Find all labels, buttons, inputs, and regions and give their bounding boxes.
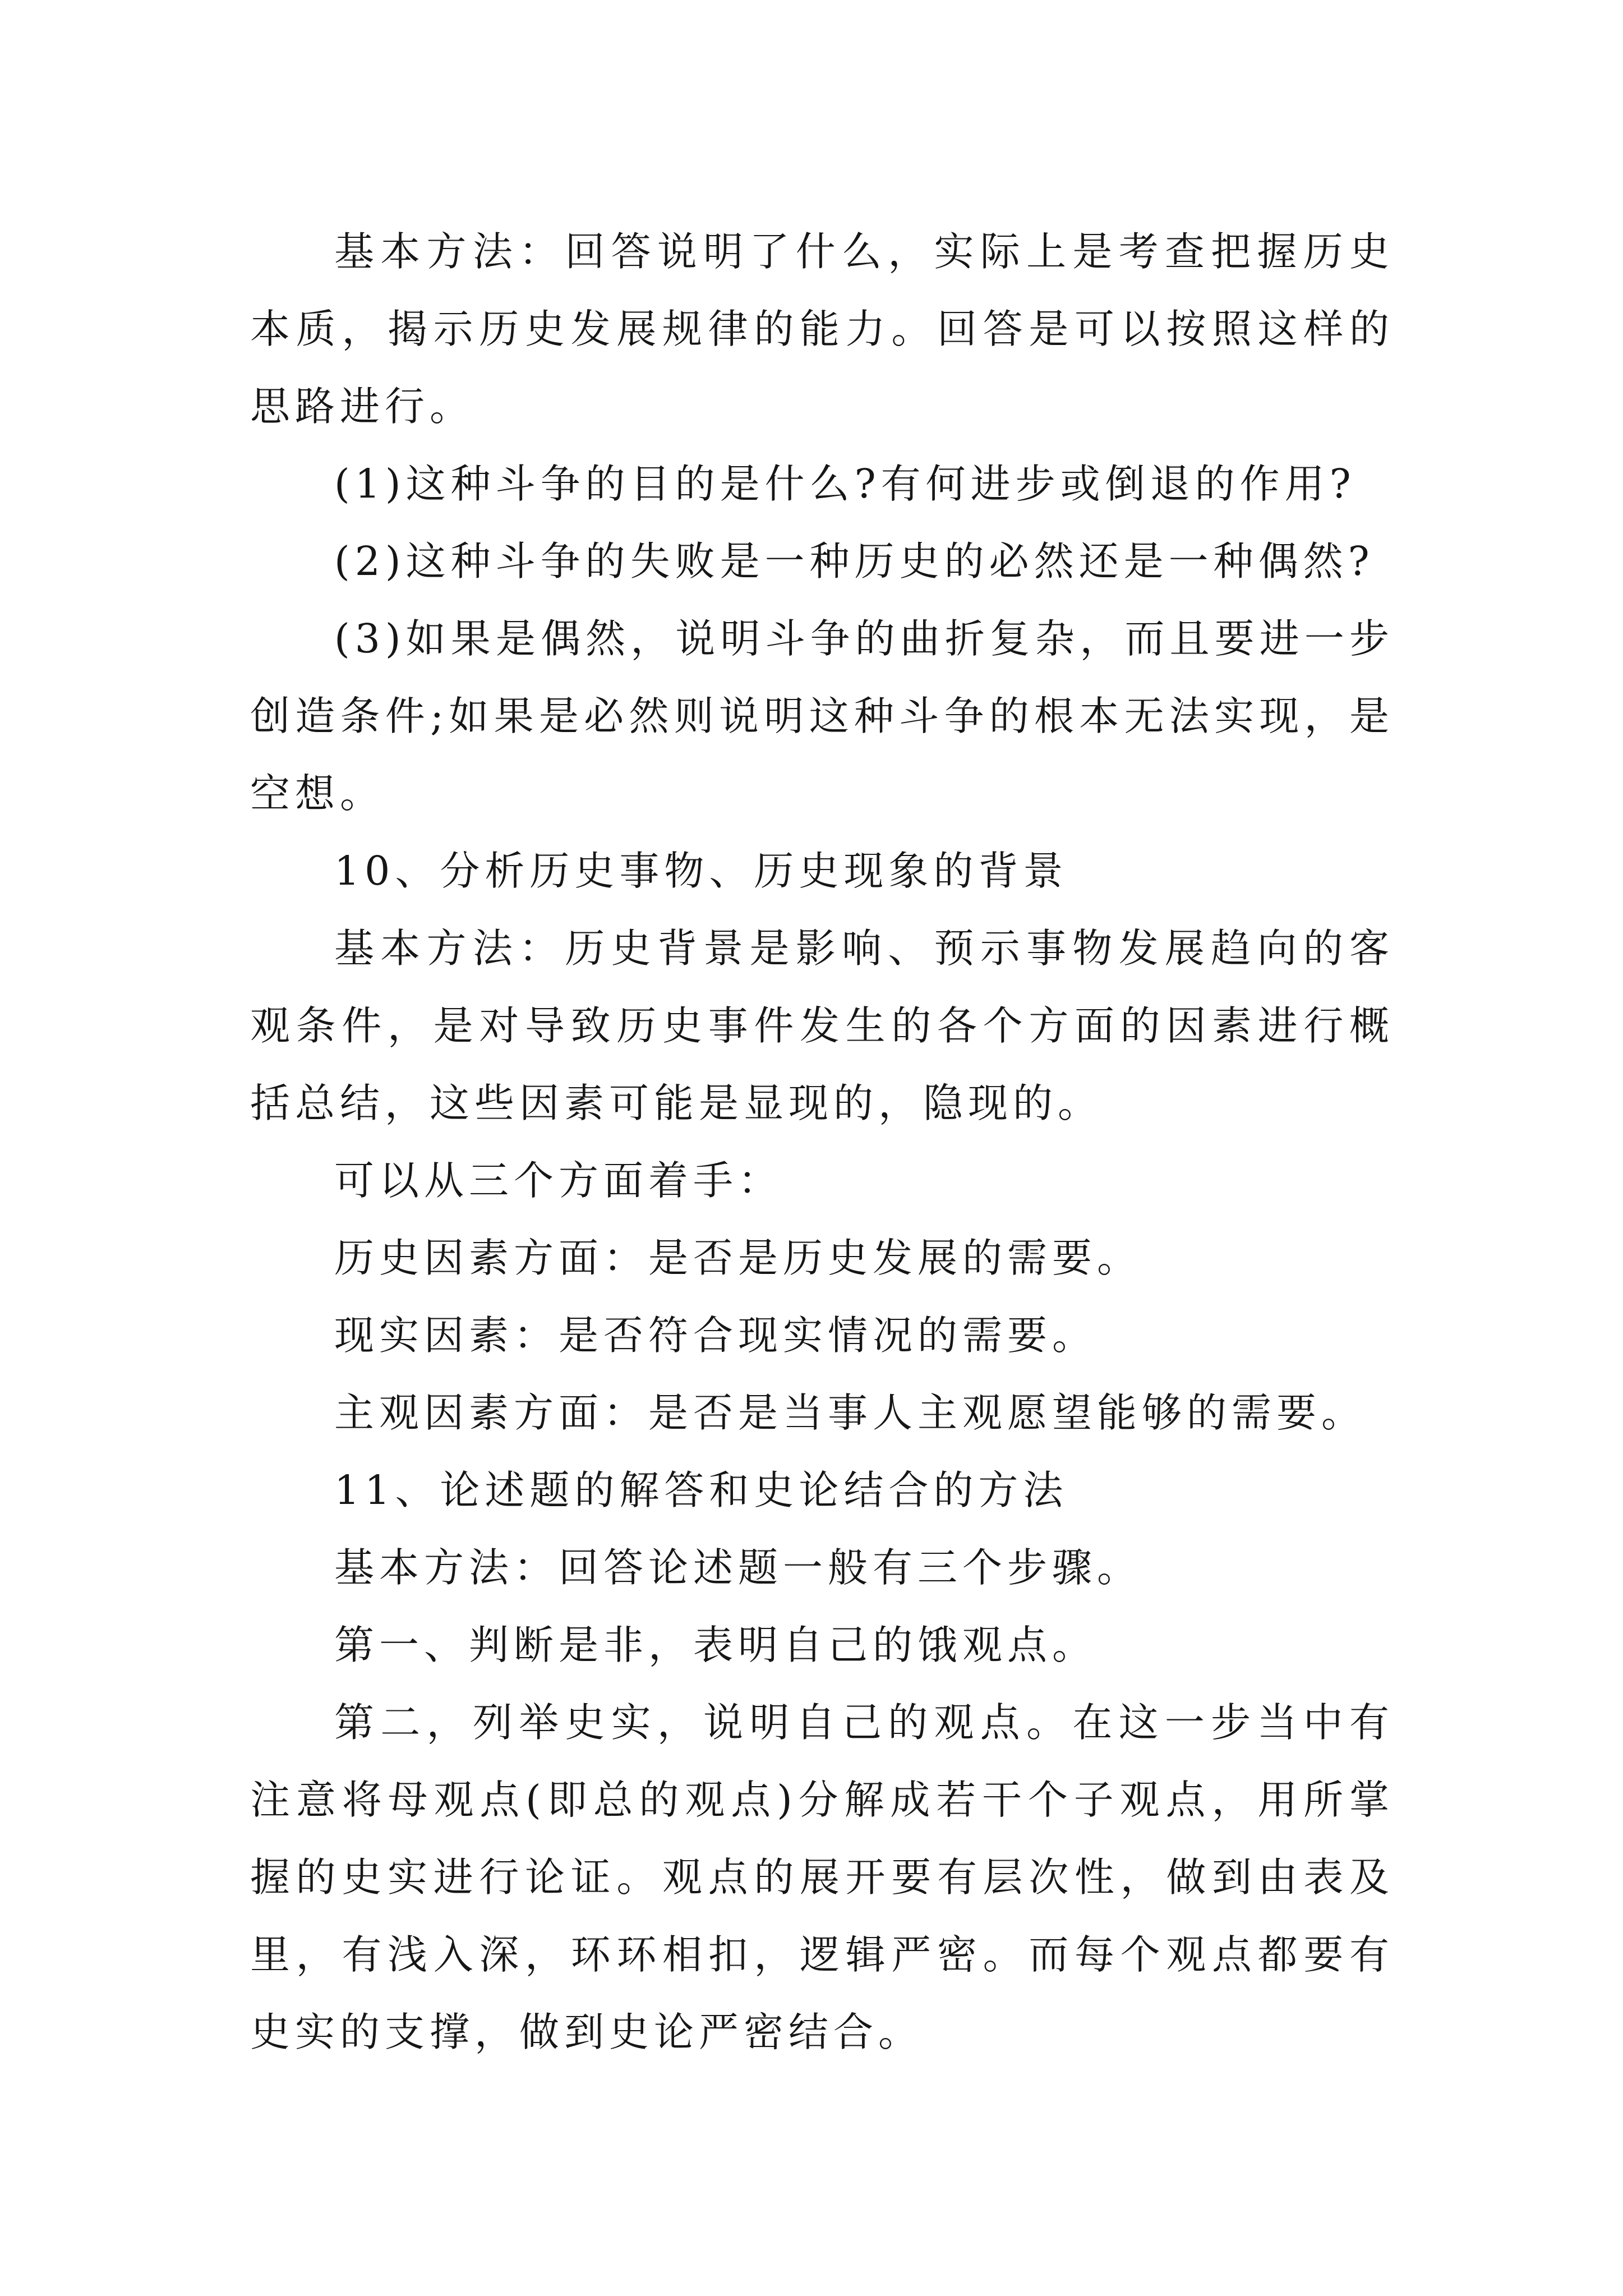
section-heading: 11、论述题的解答和史论结合的方法 (334, 1467, 1068, 1513)
paragraph: (1)这种斗争的目的是什么?有何进步或倒退的作用? (334, 461, 1356, 507)
paragraph: 主观因素方面：是否是当事人主观愿望能够的需要。 (334, 1389, 1367, 1436)
paragraph: (2)这种斗争的失败是一种历史的必然还是一种偶然? (334, 538, 1375, 585)
paragraph: 可以从三个方面着手： (334, 1157, 783, 1204)
paragraph: 基本方法：回答说明了什么，实际上是考查把握历史本质，揭示历史发展规律的能力。回答是可以按照这样的思路进行。 (250, 228, 1394, 430)
document-body (250, 213, 1394, 2071)
paragraph: 基本方法：历史背景是影响、预示事物发展趋向的客观条件，是对导致历史事件发生的各个方面的因素进行概括总结，这些因素可能是显现的，隐现的。 (250, 925, 1394, 1126)
paragraph: 历史因素方面：是否是历史发展的需要。 (334, 1235, 1142, 1281)
section-heading: 10、分析历史事物、历史现象的背景 (334, 848, 1068, 894)
paragraph: 第一、判断是非，表明自己的饿观点。 (334, 1622, 1098, 1668)
paragraph: 第二，列举史实，说明自己的观点。在这一步当中有注意将母观点(即总的观点)分解成若干个子观点，用所掌握的史实进行论证。观点的展开要有层次性，做到由表及里，有浅入深，环环相扣，逻辑严密。而每个观点都要有史实的支撑，做到史论严密结合。 (250, 1699, 1394, 2055)
paragraph: 现实因素：是否符合现实情况的需要。 (334, 1312, 1098, 1359)
paragraph: (3)如果是偶然，说明斗争的曲折复杂，而且要进一步创造条件;如果是必然则说明这种斗争的根本无法实现，是空想。 (250, 615, 1394, 817)
paragraph: 基本方法：回答论述题一般有三个步骤。 (334, 1544, 1142, 1591)
